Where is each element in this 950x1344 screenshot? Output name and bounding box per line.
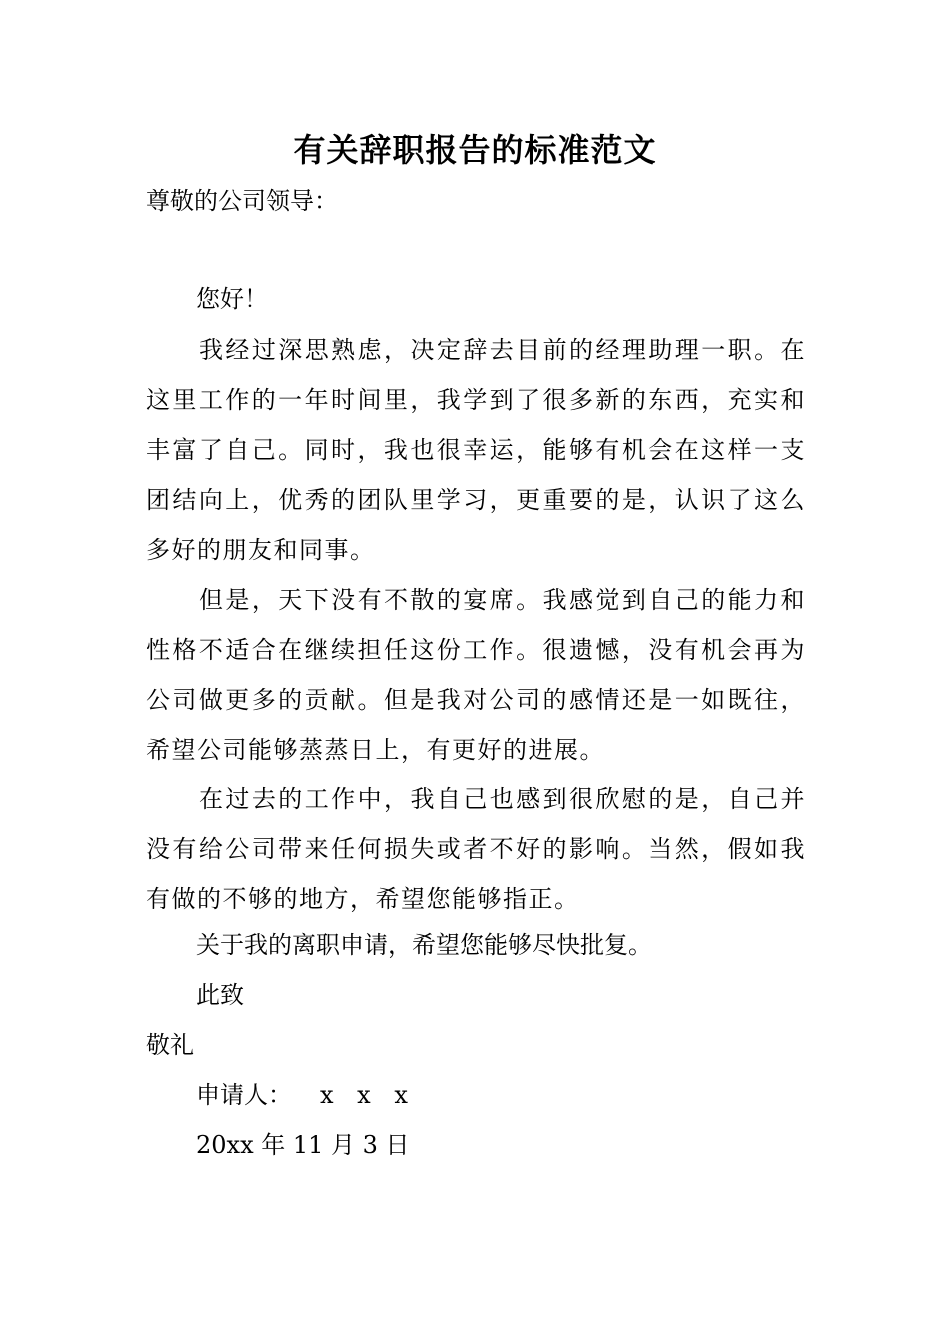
paragraph-1: 我经过深思熟虑，决定辞去目前的经理助理一职。在这里工作的一年时间里，我学到了很多新的东西，充实和丰富了自己。同时，我也很幸运，能够有机会在这样一支团结向上，优秀的团队里学习，更重要的是，认识了这么多好的朋友和同事。 (146, 336, 806, 564)
date-line: 20xx 年 11 月 3 日 (196, 1131, 410, 1159)
closing-line: 此致 (196, 981, 244, 1009)
regards-line: 敬礼 (146, 1031, 194, 1059)
greeting: 您好！ (196, 285, 268, 313)
paragraph-3: 在过去的工作中，我自己也感到很欣慰的是，自己并没有给公司带来任何损失或者不好的影响。当然，假如我有做的不够的地方，希望您能够指正。 (146, 785, 806, 913)
document-title: 有关辞职报告的标准范文 (293, 131, 657, 169)
applicant-label: 申请人： (196, 1081, 292, 1109)
applicant-line (196, 1077, 416, 1113)
salutation: 尊敬的公司领导： (146, 187, 338, 215)
applicant-name: x x x (320, 1081, 416, 1109)
paragraph-2: 但是，天下没有不散的宴席。我感觉到自己的能力和性格不适合在继续担任这份工作。很遗憾，没有机会再为公司做更多的贡献。但是我对公司的感情还是一如既往，希望公司能够蒸蒸日上，有更好的进展。 (146, 586, 806, 764)
request-line: 关于我的离职申请，希望您能够尽快批复。 (196, 931, 652, 959)
